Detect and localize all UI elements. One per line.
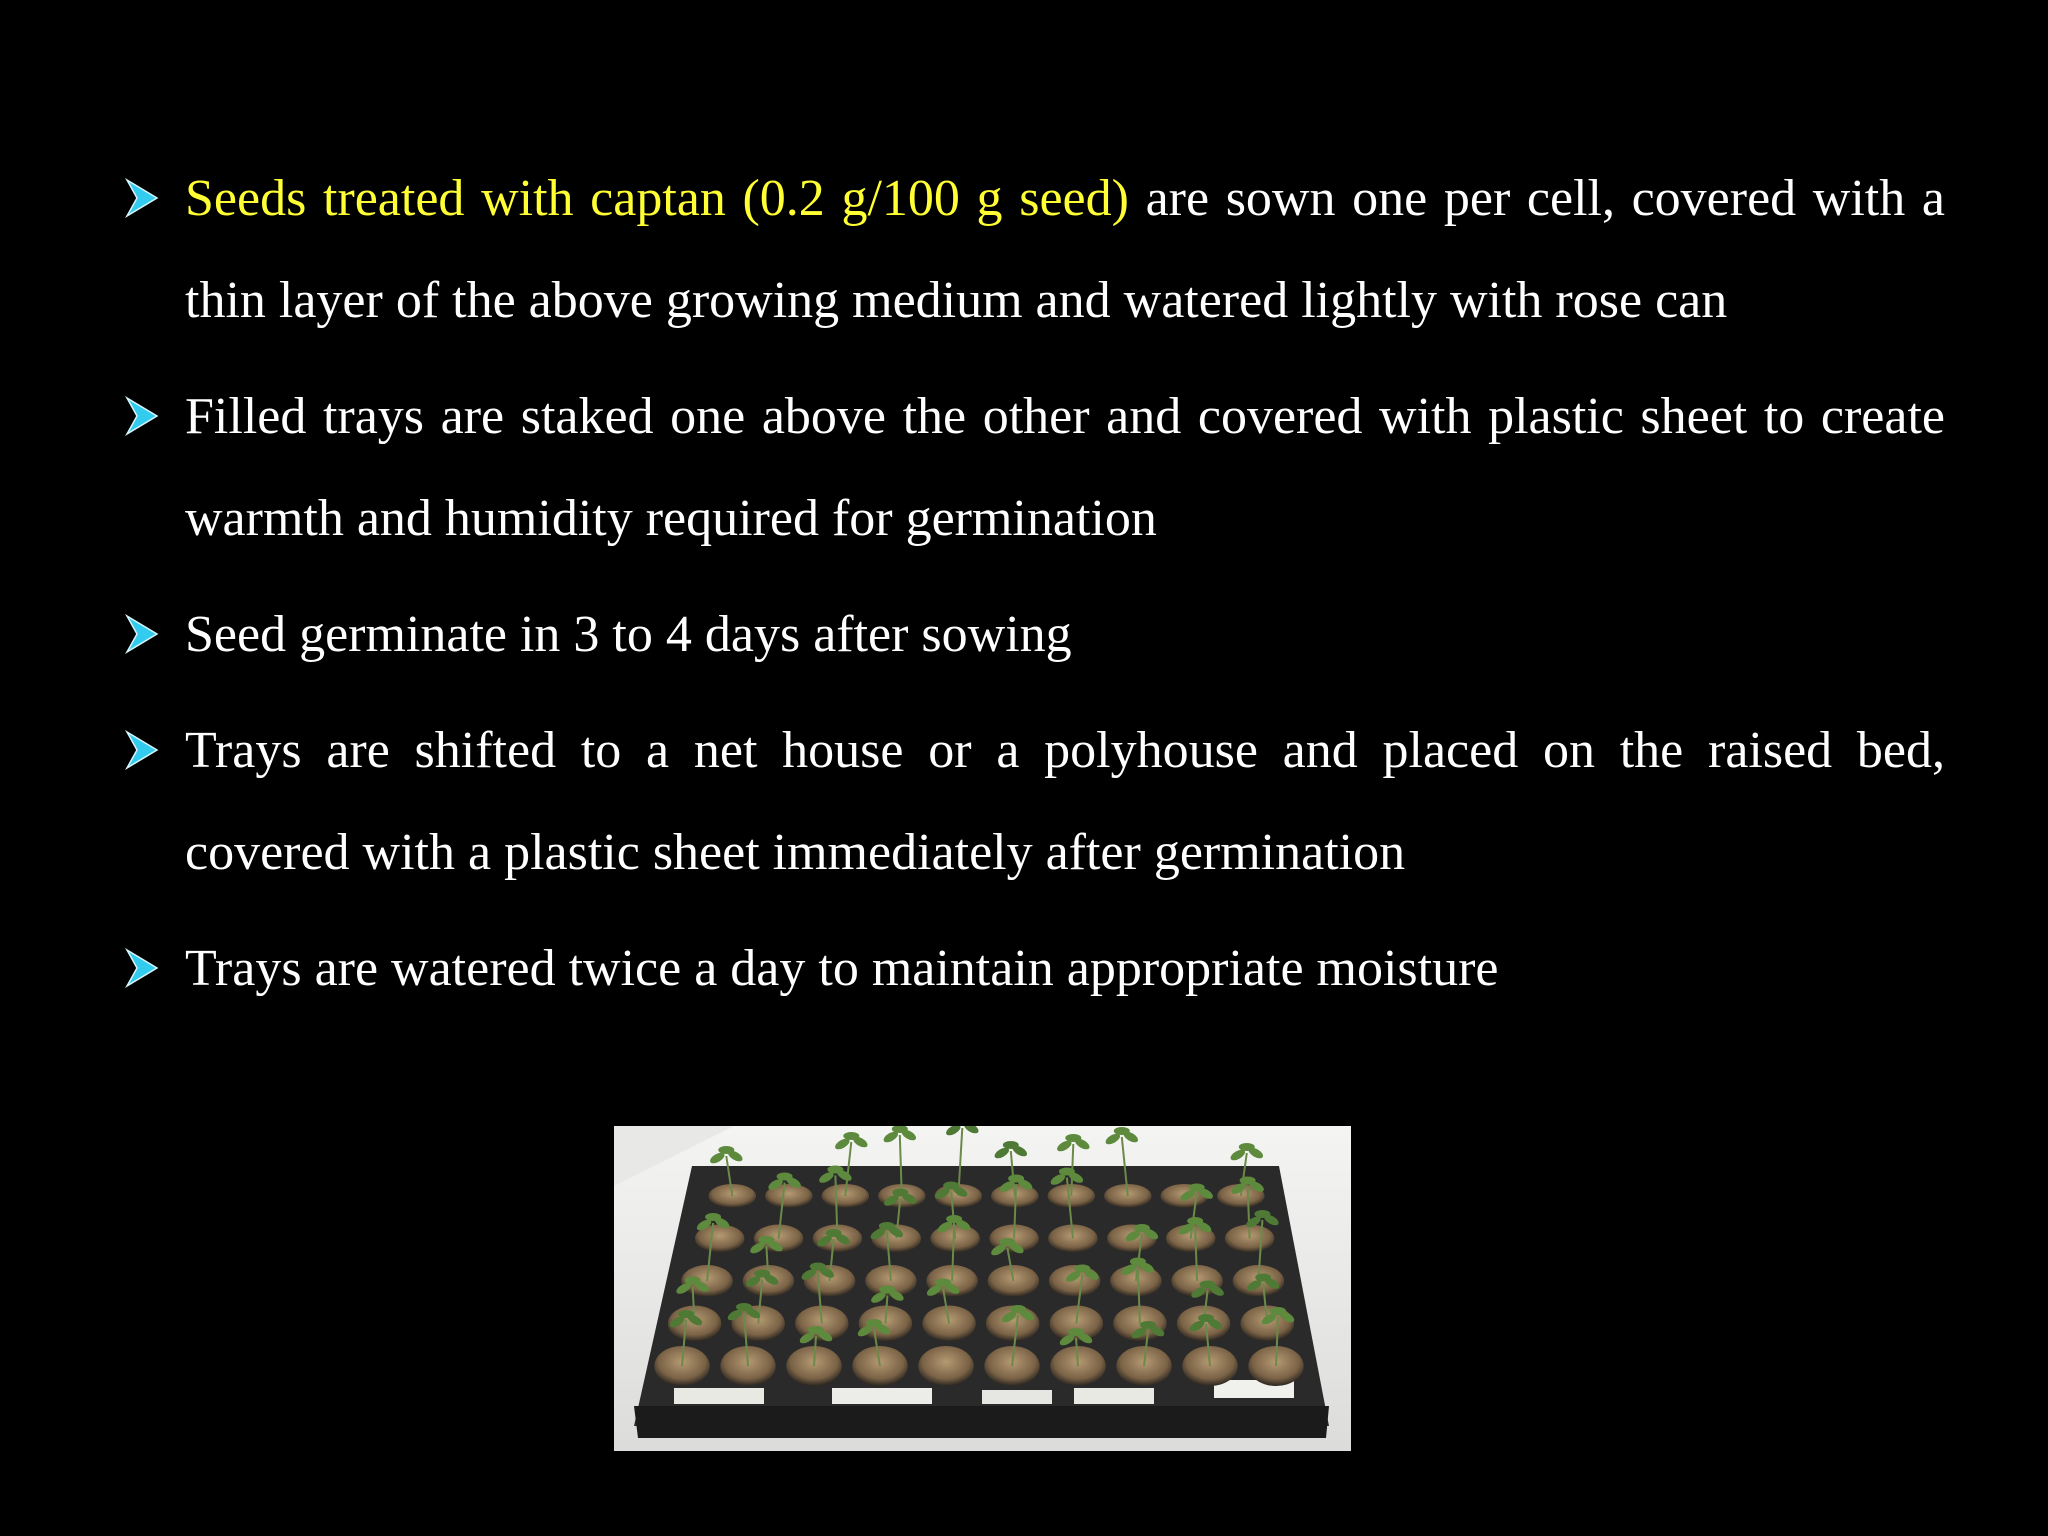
- arrow-bullet-icon: [125, 730, 159, 770]
- bullet-list: [125, 148, 1945, 1034]
- bullet-text: Seed germinate in 3 to 4 days after sowing: [185, 606, 1072, 663]
- arrow-bullet-icon: [125, 178, 159, 218]
- arrow-bullet-icon: [125, 614, 159, 654]
- bullet-item-4: [125, 700, 1945, 904]
- seedling-tray-photo: [614, 1126, 1351, 1451]
- arrow-bullet-icon: [125, 948, 159, 988]
- arrow-bullet-icon: [125, 396, 159, 436]
- bullet-text: Trays are shifted to a net house or a polyhouse and placed on the raised bed, covered with a plastic sheet immediately after germination: [185, 722, 1945, 881]
- bullet-item-3: [125, 584, 1945, 686]
- bullet-text: are sown one per cell, covered with a thin layer of the above growing medium and watered lightly with rose can: [185, 170, 1945, 329]
- bullet-text: Trays are watered twice a day to maintain appropriate moisture: [185, 940, 1499, 997]
- bullet-item-2: [125, 366, 1945, 570]
- bullet-highlight-text: Seeds treated with captan (0.2 g/100 g seed): [185, 170, 1129, 227]
- bullet-item-1: [125, 148, 1945, 352]
- bullet-item-5: [125, 918, 1945, 1020]
- bullet-text: Filled trays are staked one above the other and covered with plastic sheet to create warmth and humidity required for germination: [185, 388, 1945, 547]
